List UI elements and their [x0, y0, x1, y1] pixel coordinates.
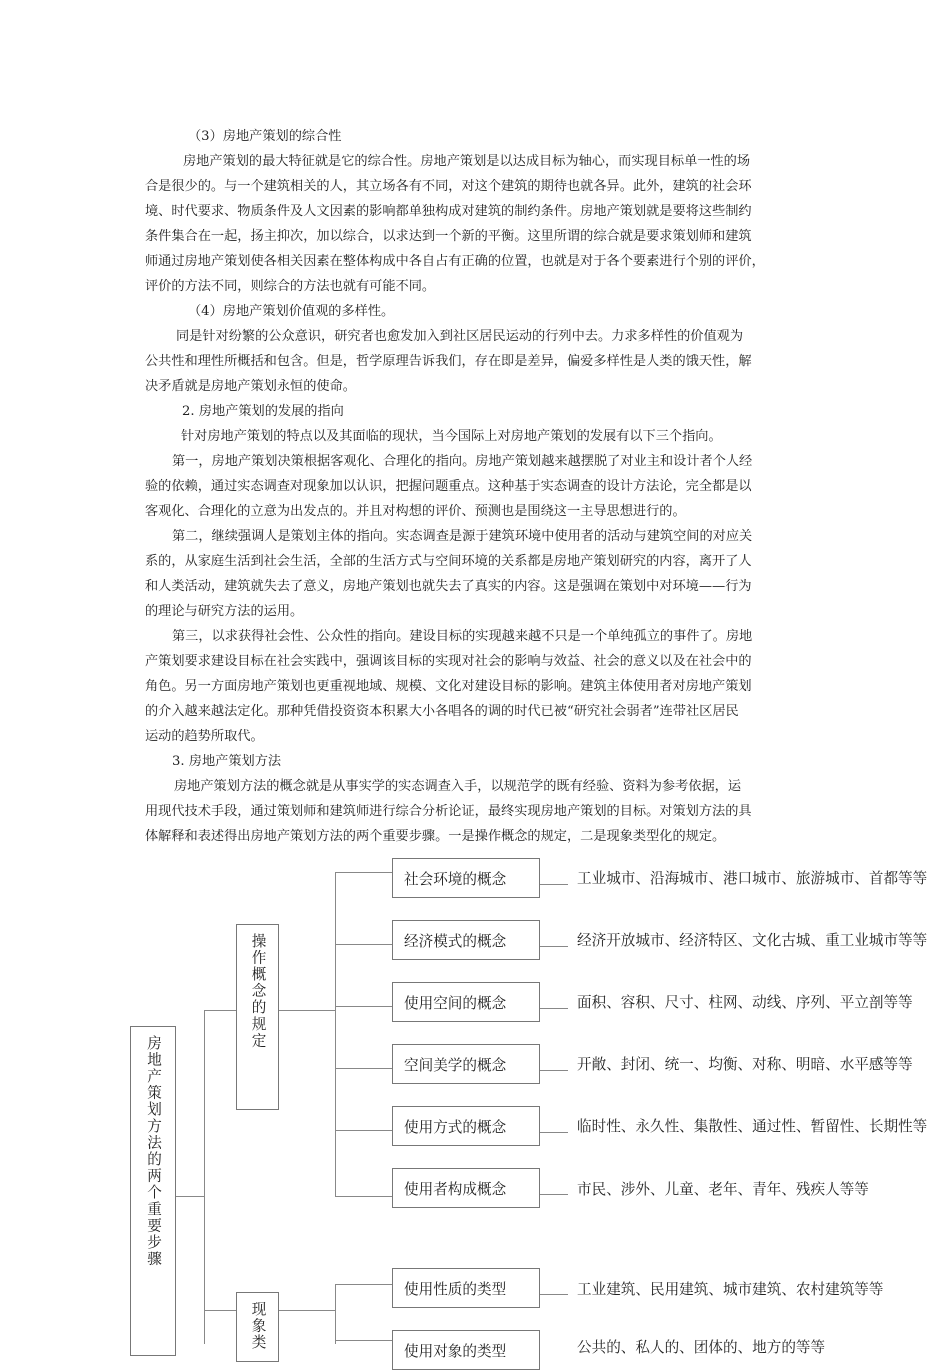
heading-4: （4）房地产策划价值观的多样性。: [188, 304, 395, 319]
connector: [335, 872, 336, 1196]
paragraph-line: 验的依赖，通过实态调查对现象加以认识，把握问题重点。这种基于实态调查的设计方法论，完全都是以: [145, 479, 752, 494]
connector: [204, 1010, 236, 1011]
branch-label: 现象类: [249, 1301, 267, 1351]
paragraph-line: 条件集合在一起，扬主抑次，加以综合，以求达到一个新的平衡。这里所谓的综合就是要求策划师和建筑: [145, 229, 752, 244]
paragraph-line: 系的，从家庭生活到社会生活，全部的生活方式与空间环境的关系都是房地产策划研究的内容，离开了人: [145, 554, 752, 569]
paragraph-line: 运动的趋势所取代。: [145, 729, 264, 744]
connector: [540, 1132, 568, 1133]
section-heading-3: 3. 房地产策划方法: [172, 754, 282, 769]
connector: [335, 1284, 336, 1344]
paragraph-line: 和人类活动，建筑就失去了意义，房地产策划也就失去了真实的内容。这是强调在策划中对环境——行为: [145, 579, 752, 594]
connector: [279, 1010, 335, 1011]
concept-detail: 工业城市、沿海城市、港口城市、旅游城市、首都等等: [577, 870, 928, 887]
concept-box: 空间美学的概念: [392, 1044, 540, 1084]
branch-box-operation: [236, 924, 279, 1110]
paragraph-line: 公共性和理性所概括和包含。但是，哲学原理告诉我们，存在即是差异，偏爱多样性是人类的饿天性，解: [145, 354, 752, 369]
paragraph-line: 体解释和表述得出房地产策划方法的两个重要步骤。一是操作概念的规定，二是现象类型化的规定。: [145, 829, 726, 844]
connector: [540, 1194, 568, 1195]
section-heading-2: 2. 房地产策划的发展的指向: [182, 404, 344, 419]
type-box: 使用对象的类型: [392, 1330, 540, 1370]
root-label: 房地产策划方法的两个重要步骤: [145, 1035, 162, 1268]
paragraph-line: 境、时代要求、物质条件及人文因素的影响都单独构成对建筑的制约条件。房地产策划就是要将这些制约: [145, 204, 752, 219]
paragraph-line: 的介入越来越法定化。那种凭借投资资本积累大小各唱各的调的时代已被“研究社会弱者”连带社区居民: [145, 704, 739, 719]
connector: [279, 1310, 335, 1311]
connector: [540, 1008, 568, 1009]
root-box: [130, 1026, 176, 1356]
paragraph-line: 的理论与研究方法的运用。: [145, 604, 304, 619]
paragraph-line: 第一，房地产策划决策根据客观化、合理化的指向。房地产策划越来越摆脱了对业主和设计者个人经: [172, 454, 753, 469]
type-detail: 工业建筑、民用建筑、城市建筑、农村建筑等等: [577, 1281, 884, 1298]
paragraph-line: 房地产策划方法的概念就是从事实学的实态调查入手，以规范学的既有经验、资料为参考依据，运: [174, 779, 742, 794]
concept-detail: 经济开放城市、经济特区、文化古城、重工业城市等等: [577, 932, 928, 949]
concept-detail: 市民、涉外、儿童、老年、青年、残疾人等等: [577, 1181, 869, 1198]
concept-box: 使用空间的概念: [392, 982, 540, 1022]
connector: [335, 1196, 392, 1197]
concept-box: 经济模式的概念: [392, 920, 540, 960]
paragraph-line: 第二，继续强调人是策划主体的指向。实态调查是源于建筑环境中使用者的活动与建筑空间的对应关: [172, 529, 753, 544]
concept-box: 使用者构成概念: [392, 1168, 540, 1208]
connector: [204, 1010, 205, 1344]
connector: [335, 1006, 392, 1007]
connector: [335, 872, 392, 873]
paragraph-line: 用现代技术手段，通过策划师和建筑师进行综合分析论证，最终实现房地产策划的目标。对策划方法的具: [145, 804, 752, 819]
paragraph-line: 师通过房地产策划使各相关因素在整体构成中各自占有正确的位置，也就是对于各个要素进行个别的评价，: [145, 254, 765, 269]
connector: [540, 1070, 568, 1071]
paragraph-line: 针对房地产策划的特点以及其面临的现状，当今国际上对房地产策划的发展有以下三个指向。: [181, 429, 722, 444]
connector: [204, 1310, 236, 1311]
connector: [335, 944, 392, 945]
paragraph-line: 客观化、合理化的立意为出发点的。并且对构想的评价、预测也是围绕这一主导思想进行的。: [145, 504, 686, 519]
connector: [176, 1196, 204, 1197]
paragraph-line: 房地产策划的最大特征就是它的综合性。房地产策划是以达成目标为轴心，而实现目标单一性的场: [183, 154, 751, 169]
concept-detail: 开敞、封闭、统一、均衡、对称、明暗、水平感等等: [577, 1056, 913, 1073]
concept-box: 使用方式的概念: [392, 1106, 540, 1146]
connector: [540, 946, 568, 947]
paragraph-line: 合是很少的。与一个建筑相关的人，其立场各有不同，对这个建筑的期待也就各异。此外，建筑的社会环: [145, 179, 752, 194]
type-detail: 公共的、私人的、团体的、地方的等等: [577, 1339, 826, 1356]
paragraph-line: 产策划要求建设目标在社会实践中，强调该目标的实现对社会的影响与效益、社会的意义以及在社会中的: [145, 654, 752, 669]
type-box: 使用性质的类型: [392, 1268, 540, 1308]
heading-3: （3）房地产策划的综合性: [188, 129, 342, 144]
branch-label: 操作概念的规定: [249, 933, 267, 1050]
paragraph-line: 第三，以求获得社会性、公众性的指向。建设目标的实现越来越不只是一个单纯孤立的事件了。房地: [172, 629, 753, 644]
connector: [540, 1294, 568, 1295]
paragraph-line: 决矛盾就是房地产策划永恒的使命。: [145, 379, 356, 394]
paragraph-line: 同是针对纷繁的公众意识，研究者也愈发加入到社区居民运动的行列中去。力求多样性的价值观为: [176, 329, 744, 344]
paragraph-line: 评价的方法不同，则综合的方法也就有可能不同。: [145, 279, 436, 294]
connector: [540, 884, 568, 885]
paragraph-line: 角色。另一方面房地产策划也更重视地域、规模、文化对建设目标的影响。建筑主体使用者对房地产策划: [145, 679, 752, 694]
concept-box: 社会环境的概念: [392, 858, 540, 898]
concept-detail: 临时性、永久性、集散性、通过性、暂留性、长期性等: [577, 1118, 928, 1135]
connector: [335, 1068, 392, 1069]
branch-box-phenomenon: [236, 1292, 279, 1362]
connector: [335, 1284, 392, 1285]
connector: [335, 1340, 392, 1341]
connector: [335, 1130, 392, 1131]
concept-detail: 面积、容积、尺寸、柱网、动线、序列、平立剖等等: [577, 994, 913, 1011]
